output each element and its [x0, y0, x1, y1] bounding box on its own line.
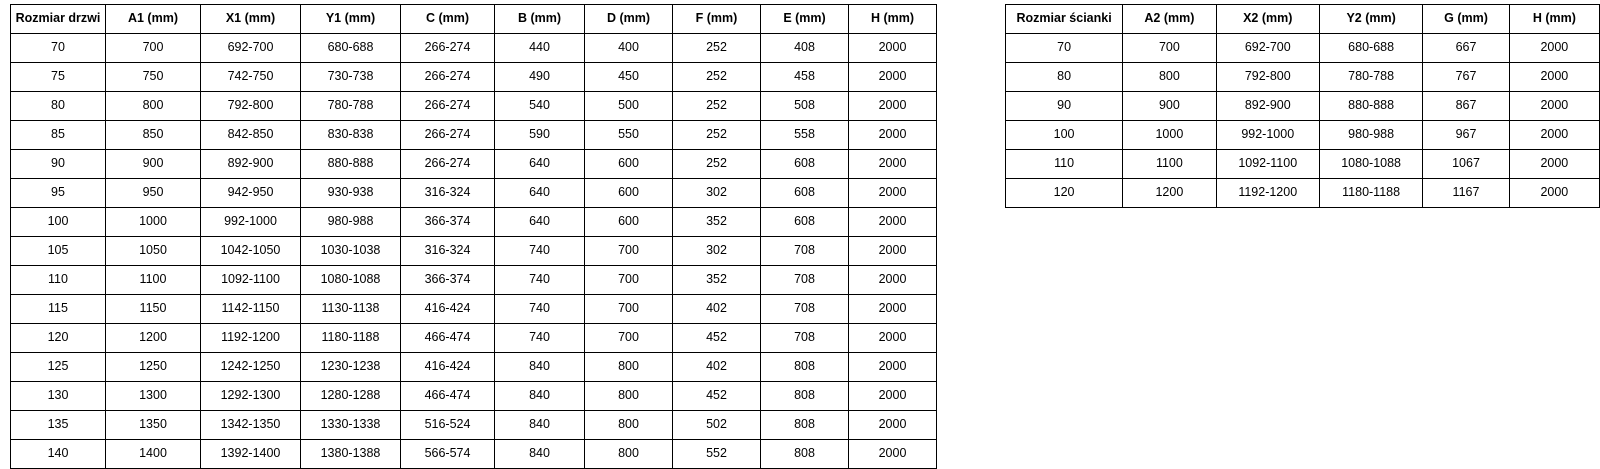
table-cell: 70	[11, 34, 106, 63]
table-cell: 942-950	[201, 179, 301, 208]
table-cell: 680-688	[301, 34, 401, 63]
table-cell: 1080-1088	[301, 266, 401, 295]
table-cell: 1380-1388	[301, 440, 401, 469]
column-header: E (mm)	[761, 5, 849, 34]
column-header: F (mm)	[673, 5, 761, 34]
table-cell: 750	[106, 63, 201, 92]
table-cell: 967	[1423, 121, 1509, 150]
table-row	[1006, 63, 1600, 92]
table-cell: 808	[761, 353, 849, 382]
table-cell: 1200	[106, 324, 201, 353]
table-cell: 930-938	[301, 179, 401, 208]
table-row	[11, 440, 937, 469]
table-cell: 1230-1238	[301, 353, 401, 382]
table-cell: 2000	[1509, 121, 1599, 150]
table-cell: 266-274	[401, 63, 495, 92]
table-row	[11, 382, 937, 411]
table-cell: 708	[761, 266, 849, 295]
table-cell: 692-700	[201, 34, 301, 63]
table-cell: 110	[11, 266, 106, 295]
table-cell: 842-850	[201, 121, 301, 150]
column-header: X1 (mm)	[201, 5, 301, 34]
table-cell: 1042-1050	[201, 237, 301, 266]
table-cell: 100	[11, 208, 106, 237]
table-cell: 1080-1088	[1319, 150, 1422, 179]
table-cell: 110	[1006, 150, 1123, 179]
table-cell: 742-750	[201, 63, 301, 92]
table-cell: 2000	[849, 179, 937, 208]
walls-dimensions-table	[1005, 4, 1600, 208]
table-cell: 950	[106, 179, 201, 208]
table-cell: 1000	[106, 208, 201, 237]
table-cell: 1000	[1123, 121, 1216, 150]
table-cell: 2000	[849, 266, 937, 295]
column-header: A1 (mm)	[106, 5, 201, 34]
table-cell: 1050	[106, 237, 201, 266]
table-cell: 366-374	[401, 208, 495, 237]
table-cell: 85	[11, 121, 106, 150]
table-cell: 2000	[849, 382, 937, 411]
table-cell: 552	[673, 440, 761, 469]
table-cell: 2000	[849, 324, 937, 353]
table-cell: 1300	[106, 382, 201, 411]
table-cell: 352	[673, 266, 761, 295]
table-cell: 75	[11, 63, 106, 92]
table-cell: 800	[585, 411, 673, 440]
table-cell: 566-574	[401, 440, 495, 469]
table-cell: 252	[673, 121, 761, 150]
table-cell: 466-474	[401, 382, 495, 411]
table-cell: 1180-1188	[301, 324, 401, 353]
table-cell: 780-788	[1319, 63, 1422, 92]
column-header: D (mm)	[585, 5, 673, 34]
table-cell: 70	[1006, 34, 1123, 63]
table-cell: 708	[761, 324, 849, 353]
table-row	[11, 237, 937, 266]
table-cell: 1150	[106, 295, 201, 324]
table-cell: 792-800	[201, 92, 301, 121]
table-cell: 1342-1350	[201, 411, 301, 440]
table-cell: 440	[495, 34, 585, 63]
table-cell: 740	[495, 324, 585, 353]
table-cell: 2000	[849, 440, 937, 469]
table-cell: 540	[495, 92, 585, 121]
table-header-row	[11, 5, 937, 34]
table-cell: 708	[761, 295, 849, 324]
table-row	[11, 324, 937, 353]
table-cell: 840	[495, 353, 585, 382]
table-cell: 252	[673, 34, 761, 63]
table-cell: 508	[761, 92, 849, 121]
table-cell: 1142-1150	[201, 295, 301, 324]
table-cell: 1092-1100	[201, 266, 301, 295]
table-cell: 302	[673, 179, 761, 208]
table-row	[11, 34, 937, 63]
table-cell: 352	[673, 208, 761, 237]
table-cell: 840	[495, 382, 585, 411]
column-header: X2 (mm)	[1216, 5, 1319, 34]
column-header: Y1 (mm)	[301, 5, 401, 34]
table-cell: 880-888	[1319, 92, 1422, 121]
table-row	[11, 353, 937, 382]
table-cell: 80	[1006, 63, 1123, 92]
table-cell: 700	[585, 266, 673, 295]
table-cell: 1392-1400	[201, 440, 301, 469]
table-cell: 740	[495, 237, 585, 266]
table-cell: 500	[585, 92, 673, 121]
table-cell: 1167	[1423, 179, 1509, 208]
table-cell: 400	[585, 34, 673, 63]
table-cell: 408	[761, 34, 849, 63]
table-cell: 1192-1200	[201, 324, 301, 353]
table-cell: 252	[673, 150, 761, 179]
table-cell: 800	[106, 92, 201, 121]
table-row	[11, 92, 937, 121]
table-cell: 600	[585, 179, 673, 208]
table-cell: 1100	[1123, 150, 1216, 179]
table-cell: 640	[495, 208, 585, 237]
table-cell: 850	[106, 121, 201, 150]
table-cell: 2000	[849, 411, 937, 440]
table-cell: 800	[1123, 63, 1216, 92]
table-cell: 100	[1006, 121, 1123, 150]
table-cell: 700	[1123, 34, 1216, 63]
column-header: B (mm)	[495, 5, 585, 34]
table-cell: 316-324	[401, 179, 495, 208]
table-cell: 2000	[1509, 92, 1599, 121]
table-cell: 1200	[1123, 179, 1216, 208]
table-cell: 2000	[849, 34, 937, 63]
table-cell: 266-274	[401, 150, 495, 179]
table-cell: 980-988	[1319, 121, 1422, 150]
column-header: C (mm)	[401, 5, 495, 34]
column-header: A2 (mm)	[1123, 5, 1216, 34]
table-cell: 1030-1038	[301, 237, 401, 266]
table-cell: 1180-1188	[1319, 179, 1422, 208]
table-cell: 2000	[849, 121, 937, 150]
table-cell: 452	[673, 382, 761, 411]
table-cell: 266-274	[401, 34, 495, 63]
table-cell: 416-424	[401, 295, 495, 324]
table-cell: 700	[585, 237, 673, 266]
table-cell: 2000	[1509, 179, 1599, 208]
table-cell: 266-274	[401, 121, 495, 150]
table-cell: 640	[495, 150, 585, 179]
table-row	[11, 179, 937, 208]
table-row	[11, 266, 937, 295]
table-cell: 452	[673, 324, 761, 353]
table-cell: 1400	[106, 440, 201, 469]
doors-dimensions-table-container	[10, 4, 937, 469]
table-cell: 1242-1250	[201, 353, 301, 382]
table-row	[1006, 179, 1600, 208]
table-cell: 608	[761, 179, 849, 208]
table-cell: 105	[11, 237, 106, 266]
table-cell: 767	[1423, 63, 1509, 92]
table-cell: 2000	[1509, 63, 1599, 92]
table-row	[1006, 92, 1600, 121]
table-cell: 900	[1123, 92, 1216, 121]
table-cell: 700	[585, 295, 673, 324]
table-cell: 608	[761, 208, 849, 237]
table-row	[11, 295, 937, 324]
walls-dimensions-table-container	[1005, 4, 1600, 208]
column-header: Rozmiar ścianki	[1006, 5, 1123, 34]
table-cell: 808	[761, 411, 849, 440]
table-cell: 900	[106, 150, 201, 179]
table-cell: 680-688	[1319, 34, 1422, 63]
table-cell: 130	[11, 382, 106, 411]
table-cell: 120	[11, 324, 106, 353]
table-cell: 1330-1338	[301, 411, 401, 440]
table-cell: 466-474	[401, 324, 495, 353]
table-cell: 800	[585, 382, 673, 411]
table-cell: 95	[11, 179, 106, 208]
table-cell: 1280-1288	[301, 382, 401, 411]
table-cell: 252	[673, 63, 761, 92]
table-cell: 730-738	[301, 63, 401, 92]
table-cell: 808	[761, 382, 849, 411]
table-cell: 840	[495, 440, 585, 469]
table-cell: 120	[1006, 179, 1123, 208]
table-cell: 692-700	[1216, 34, 1319, 63]
table-cell: 800	[585, 440, 673, 469]
table-cell: 135	[11, 411, 106, 440]
table-cell: 90	[11, 150, 106, 179]
table-cell: 402	[673, 353, 761, 382]
table-cell: 700	[106, 34, 201, 63]
table-row	[11, 121, 937, 150]
table-cell: 830-838	[301, 121, 401, 150]
table-row	[11, 411, 937, 440]
table-cell: 2000	[849, 353, 937, 382]
table-cell: 1130-1138	[301, 295, 401, 324]
table-cell: 558	[761, 121, 849, 150]
table-cell: 600	[585, 208, 673, 237]
table-cell: 740	[495, 266, 585, 295]
table-cell: 2000	[849, 92, 937, 121]
column-header: Rozmiar drzwi	[11, 5, 106, 34]
table-cell: 125	[11, 353, 106, 382]
column-header: Y2 (mm)	[1319, 5, 1422, 34]
table-cell: 608	[761, 150, 849, 179]
column-header: G (mm)	[1423, 5, 1509, 34]
table-cell: 2000	[849, 237, 937, 266]
table-cell: 780-788	[301, 92, 401, 121]
table-cell: 667	[1423, 34, 1509, 63]
table-cell: 600	[585, 150, 673, 179]
table-cell: 992-1000	[201, 208, 301, 237]
table-cell: 516-524	[401, 411, 495, 440]
table-cell: 115	[11, 295, 106, 324]
table-row	[11, 63, 937, 92]
table-cell: 700	[585, 324, 673, 353]
table-cell: 252	[673, 92, 761, 121]
table-cell: 2000	[1509, 150, 1599, 179]
table-cell: 880-888	[301, 150, 401, 179]
table-cell: 2000	[849, 150, 937, 179]
table-cell: 140	[11, 440, 106, 469]
table-cell: 316-324	[401, 237, 495, 266]
table-cell: 1067	[1423, 150, 1509, 179]
table-cell: 992-1000	[1216, 121, 1319, 150]
table-cell: 1100	[106, 266, 201, 295]
table-cell: 416-424	[401, 353, 495, 382]
table-cell: 366-374	[401, 266, 495, 295]
table-cell: 1350	[106, 411, 201, 440]
table-cell: 1092-1100	[1216, 150, 1319, 179]
column-header: H (mm)	[1509, 5, 1599, 34]
table-row	[1006, 34, 1600, 63]
table-cell: 550	[585, 121, 673, 150]
table-cell: 402	[673, 295, 761, 324]
table-cell: 792-800	[1216, 63, 1319, 92]
table-cell: 1292-1300	[201, 382, 301, 411]
table-cell: 808	[761, 440, 849, 469]
table-cell: 640	[495, 179, 585, 208]
table-cell: 2000	[1509, 34, 1599, 63]
table-cell: 1250	[106, 353, 201, 382]
table-row	[11, 208, 937, 237]
table-cell: 458	[761, 63, 849, 92]
table-cell: 708	[761, 237, 849, 266]
table-row	[11, 150, 937, 179]
table-cell: 90	[1006, 92, 1123, 121]
table-cell: 980-988	[301, 208, 401, 237]
table-cell: 502	[673, 411, 761, 440]
table-cell: 840	[495, 411, 585, 440]
table-cell: 1192-1200	[1216, 179, 1319, 208]
table-cell: 892-900	[1216, 92, 1319, 121]
table-cell: 2000	[849, 208, 937, 237]
table-header-row	[1006, 5, 1600, 34]
table-cell: 450	[585, 63, 673, 92]
table-cell: 590	[495, 121, 585, 150]
table-cell: 2000	[849, 295, 937, 324]
table-cell: 867	[1423, 92, 1509, 121]
table-cell: 266-274	[401, 92, 495, 121]
table-cell: 80	[11, 92, 106, 121]
column-header: H (mm)	[849, 5, 937, 34]
table-cell: 2000	[849, 63, 937, 92]
table-row	[1006, 121, 1600, 150]
table-row	[1006, 150, 1600, 179]
table-cell: 892-900	[201, 150, 301, 179]
table-cell: 800	[585, 353, 673, 382]
doors-dimensions-table	[10, 4, 937, 469]
table-cell: 740	[495, 295, 585, 324]
table-cell: 302	[673, 237, 761, 266]
table-cell: 490	[495, 63, 585, 92]
